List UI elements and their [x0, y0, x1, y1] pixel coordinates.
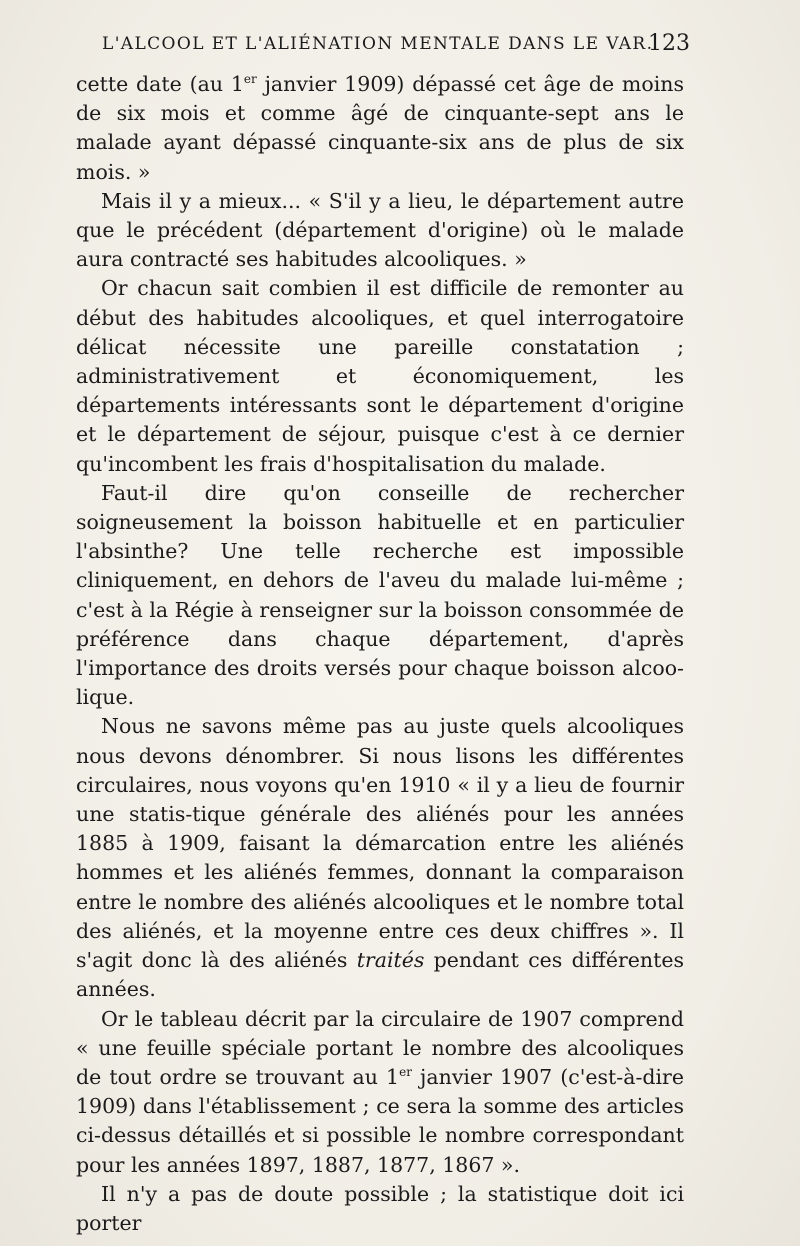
- paragraph-1-text-a: cette date (au 1: [76, 72, 244, 96]
- paragraph-7: Il n'y a pas de doute possible ; la statistique doit ici porter: [76, 1181, 684, 1235]
- running-header: [102, 31, 690, 64]
- page-number: 123: [648, 31, 690, 56]
- paragraph-5: [76, 712, 684, 1004]
- paragraph-3: Or chacun sait combien il est difficile de remonter au début des habitudes alcooliques, et quel interrogatoire délicat nécessite une pareille constatation ; administrativement et économiquement, les départements intéressants sont le département d'origine et le département de séjour, puisque c'est à ce dernier qu'incombent les frais d'hospitalisation du malade.: [76, 276, 684, 476]
- paragraph-5-text-b: pendant ces différentes années.: [76, 948, 684, 1002]
- paragraph-1-superscript: er: [243, 72, 257, 86]
- paragraph-6-text-b: janvier 1907 (c'est-à-dire 1909) dans l'établissement ; ce sera la somme des articles ci-dessus détaillés et si possible le nombre correspondant pour les années 1897, 1887, 1877, 1867 ».: [76, 1064, 684, 1177]
- paragraph-1: [76, 70, 684, 187]
- paragraph-6: [76, 1005, 684, 1180]
- running-title: L'ALCOOL ET L'ALIÉNATION MENTALE DANS LE VAR.: [102, 34, 654, 54]
- paragraph-2: Mais il y a mieux... « S'il y a lieu, le département autre que le précédent (département d'origine) où le malade aura contracté ses habitudes alcooliques. »: [76, 188, 684, 272]
- page-body: [76, 70, 684, 1238]
- paragraph-5-text-a: Nous ne savons même pas au juste quels alcooliques nous devons dénombrer. Si nous lisons les différentes circulaires, nous voyons qu'en 1910 « il y a lieu de fournir une statis-tique générale des aliénés pour les années 1885 à 1909, faisant la démarcation entre les aliénés hommes et les aliénés femmes, donnant la comparaison entre le nombre des aliénés alcooliques et le nombre total des aliénés, et la moyenne entre ces deux chiffres ». Il s'agit donc là des aliénés: [76, 714, 684, 973]
- paragraph-6-superscript: er: [399, 1064, 412, 1079]
- paragraph-6-text-a: Or le tableau décrit par la circulaire de 1907 comprend « une feuille spéciale portant le nombre des alcooliques de tout ordre se trouvant au 1: [76, 1006, 684, 1089]
- paragraph-5-emphasis: traités: [356, 948, 425, 973]
- paragraph-1-text-b: janvier 1909) dépassé cet âge de moins de six mois et comme âgé de cinquante-sept ans le malade ayant dépassé cinquante-six ans de plus de six mois. »: [76, 72, 684, 184]
- paragraph-4: Faut-il dire qu'on conseille de rechercher soigneusement la boisson habituelle et en particulier l'absinthe? Une telle recherche est impossible cliniquement, en dehors de l'aveu du malade lui-même ; c'est à la Régie à renseigner sur la boisson consommée de préférence dans chaque département, d'après l'importance des droits versés pour chaque boisson alcoo-lique.: [76, 480, 684, 710]
